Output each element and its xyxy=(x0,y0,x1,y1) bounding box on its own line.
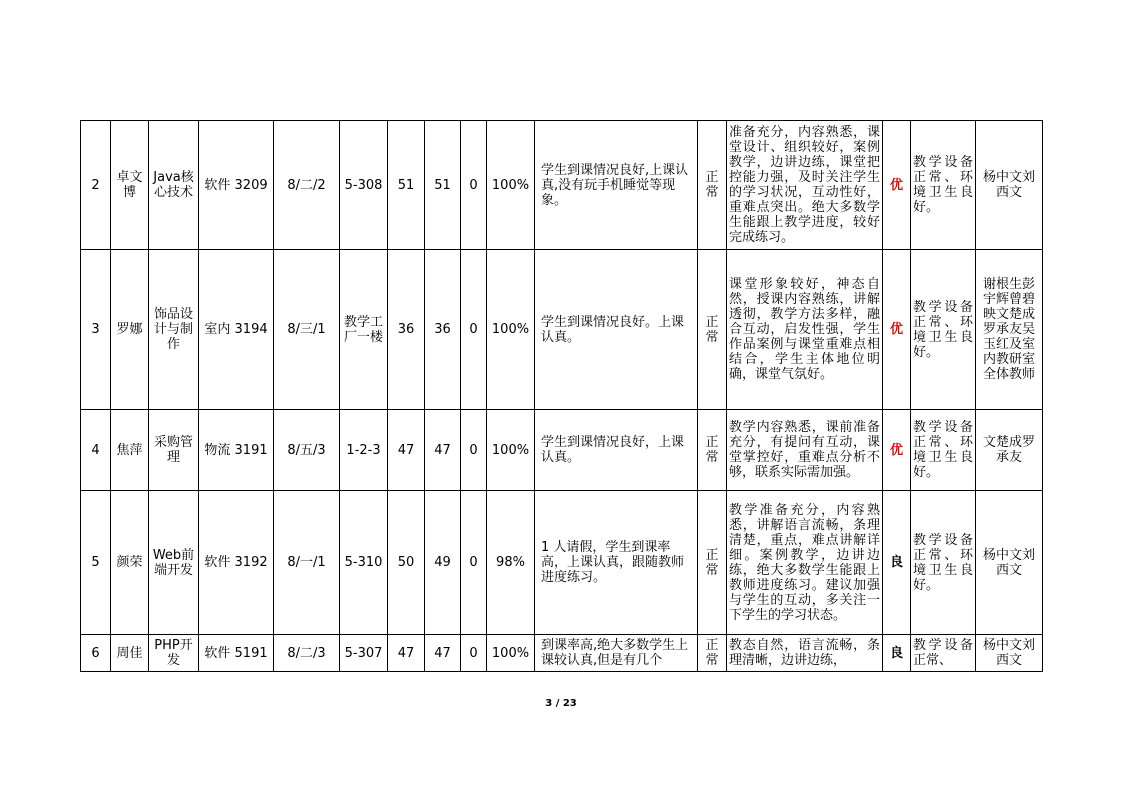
table-row xyxy=(81,410,1043,491)
teacher-name: 颜荣 xyxy=(111,491,149,635)
teacher-name: 周佳 xyxy=(111,635,149,672)
attendance-rate: 100% xyxy=(487,410,535,491)
classroom: 5-310 xyxy=(340,491,388,635)
inspectors: 文楚成罗承友 xyxy=(976,410,1043,491)
page-number: 3 / 23 xyxy=(545,698,577,709)
class-name: 物流 3191 xyxy=(199,410,274,491)
environment-notes: 教学设备正常、环境卫生良好。 xyxy=(911,121,976,250)
class-order: 正常 xyxy=(698,250,727,410)
attendance-notes: 到课率高,绝大多数学生上课较认真,但是有几个 xyxy=(535,635,698,672)
row-number: 2 xyxy=(81,121,111,250)
inspectors: 谢根生彭宇辉曾碧映文楚成罗承友吴玉红及室内教研室全体教师 xyxy=(976,250,1043,410)
class-time: 8/二/3 xyxy=(274,635,340,672)
course-name: Java核心技术 xyxy=(149,121,199,250)
rating-badge: 优 xyxy=(883,250,911,410)
class-time: 8/二/2 xyxy=(274,121,340,250)
class-order: 正常 xyxy=(698,121,727,250)
classroom: 教学工厂一楼 xyxy=(340,250,388,410)
students-absent: 0 xyxy=(461,121,487,250)
attendance-rate: 100% xyxy=(487,121,535,250)
students-absent: 0 xyxy=(461,635,487,672)
course-name: PHP开发 xyxy=(149,635,199,672)
class-name: 软件 5191 xyxy=(199,635,274,672)
rating-badge: 良 xyxy=(883,635,911,672)
teacher-name: 焦萍 xyxy=(111,410,149,491)
students-present: 36 xyxy=(425,250,461,410)
course-name: Web前端开发 xyxy=(149,491,199,635)
teaching-evaluation: 课堂形象较好，神态自然，授课内容熟练，讲解透彻，教学方法多样，融合互动，启发性强，学生作品案例与课堂重难点相结合，学生主体地位明确，课堂气氛好。 xyxy=(727,250,883,410)
attendance-rate: 100% xyxy=(487,635,535,672)
rating-badge: 优 xyxy=(883,410,911,491)
attendance-notes: 1 人请假，学生到课率高，上课认真，跟随教师进度练习。 xyxy=(535,491,698,635)
course-name: 采购管理 xyxy=(149,410,199,491)
rating-badge: 优 xyxy=(883,121,911,250)
teaching-evaluation: 准备充分，内容熟悉，课堂设计、组织较好，案例教学，边讲边练，课堂把控能力强，及时关注学生的学习状况，互动性好，重难点突出。绝大多数学生能跟上教学进度，较好完成练习。 xyxy=(727,121,883,250)
environment-notes: 教学设备正常、 xyxy=(911,635,976,672)
students-present: 47 xyxy=(425,635,461,672)
class-time: 8/三/1 xyxy=(274,250,340,410)
class-name: 室内 3194 xyxy=(199,250,274,410)
teaching-evaluation: 教态自然，语言流畅，条理清晰，边讲边练， xyxy=(727,635,883,672)
teacher-name: 卓文博 xyxy=(111,121,149,250)
students-due: 50 xyxy=(388,491,425,635)
inspectors: 杨中文刘西文 xyxy=(976,491,1043,635)
table-row xyxy=(81,491,1043,635)
table-row xyxy=(81,635,1043,672)
students-due: 36 xyxy=(388,250,425,410)
teaching-evaluation: 教学内容熟悉，课前准备充分，有提问有互动，课堂掌控好，重难点分析不够，联系实际需加强。 xyxy=(727,410,883,491)
inspectors: 杨中文刘西文 xyxy=(976,121,1043,250)
classroom: 1-2-3 xyxy=(340,410,388,491)
row-number: 6 xyxy=(81,635,111,672)
students-due: 47 xyxy=(388,410,425,491)
environment-notes: 教学设备正常、环境卫生良好。 xyxy=(911,250,976,410)
students-due: 47 xyxy=(388,635,425,672)
course-name: 饰品设计与制作 xyxy=(149,250,199,410)
row-number: 5 xyxy=(81,491,111,635)
class-order: 正常 xyxy=(698,635,727,672)
teacher-name: 罗娜 xyxy=(111,250,149,410)
students-present: 49 xyxy=(425,491,461,635)
students-absent: 0 xyxy=(461,410,487,491)
attendance-notes: 学生到课情况良好，上课认真。 xyxy=(535,410,698,491)
table-row xyxy=(81,250,1043,410)
environment-notes: 教学设备正常、环境卫生良好。 xyxy=(911,410,976,491)
students-present: 47 xyxy=(425,410,461,491)
inspectors: 杨中文刘西文 xyxy=(976,635,1043,672)
attendance-notes: 学生到课情况良好。上课认真。 xyxy=(535,250,698,410)
rating-badge: 良 xyxy=(883,491,911,635)
environment-notes: 教学设备正常、环境卫生良好。 xyxy=(911,491,976,635)
class-name: 软件 3192 xyxy=(199,491,274,635)
row-number: 4 xyxy=(81,410,111,491)
classroom: 5-308 xyxy=(340,121,388,250)
students-present: 51 xyxy=(425,121,461,250)
classroom: 5-307 xyxy=(340,635,388,672)
students-due: 51 xyxy=(388,121,425,250)
row-number: 3 xyxy=(81,250,111,410)
table-row xyxy=(81,121,1043,250)
inspection-table xyxy=(80,120,1043,672)
class-time: 8/五/3 xyxy=(274,410,340,491)
students-absent: 0 xyxy=(461,491,487,635)
teaching-evaluation: 教学准备充分，内容熟悉，讲解语言流畅，条理清楚，重点，难点讲解详细。案例教学，边讲边练，绝大多数学生能跟上教师进度练习。建议加强与学生的互动，多关注一下学生的学习状态。 xyxy=(727,491,883,635)
class-name: 软件 3209 xyxy=(199,121,274,250)
class-order: 正常 xyxy=(698,410,727,491)
students-absent: 0 xyxy=(461,250,487,410)
attendance-notes: 学生到课情况良好,上课认真,没有玩手机睡觉等现象。 xyxy=(535,121,698,250)
attendance-rate: 98% xyxy=(487,491,535,635)
attendance-rate: 100% xyxy=(487,250,535,410)
class-order: 正常 xyxy=(698,491,727,635)
class-time: 8/一/1 xyxy=(274,491,340,635)
